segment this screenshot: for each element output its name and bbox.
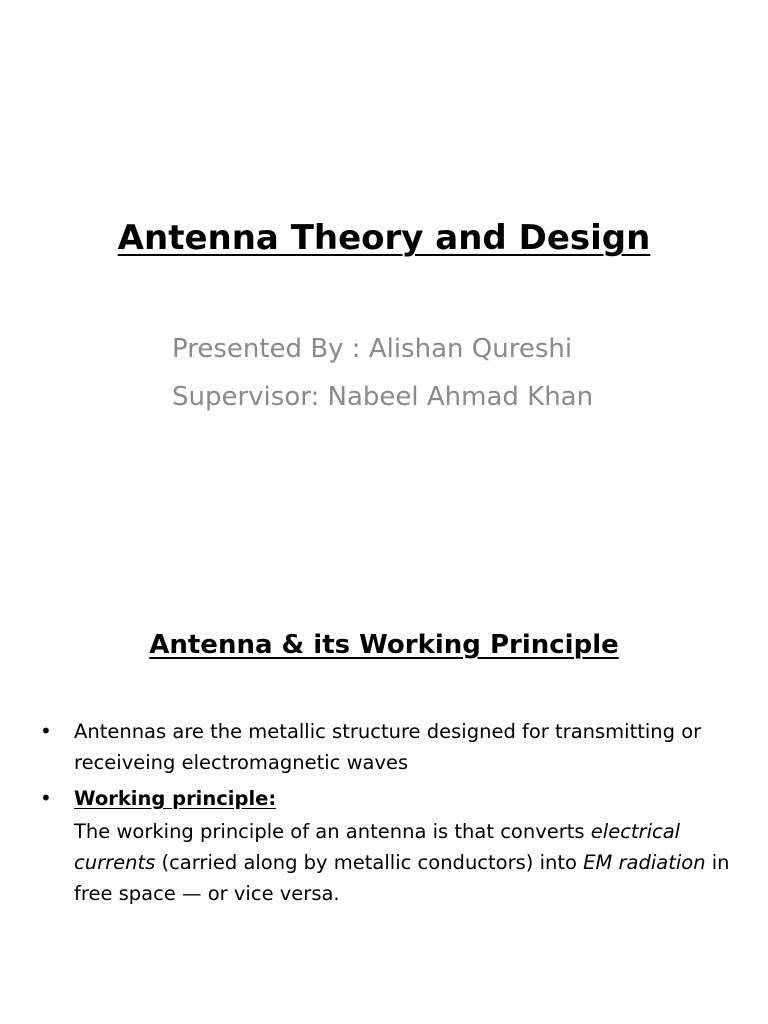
- paragraph-text: The working principle of an antenna is that converts: [74, 820, 591, 843]
- list-item: [40, 716, 740, 778]
- presenter-line: Presented By : Alishan Qureshi: [172, 334, 573, 364]
- bullet-icon: •: [40, 719, 52, 743]
- bullet-text: Antennas are the metallic structure designed for transmitting or receiveing electromagnetic waves: [74, 720, 702, 774]
- paragraph-emphasis: electrical currents: [74, 820, 681, 874]
- slide-heading: Antenna & its Working Principle: [149, 630, 619, 660]
- content-slide: [0, 512, 768, 1024]
- list-item: [40, 783, 740, 814]
- supervisor-line: Supervisor: Nabeel Ahmad Khan: [172, 382, 594, 412]
- paragraph-emphasis: EM radiation: [583, 851, 706, 874]
- bullet-icon: •: [40, 786, 52, 810]
- bullet-list: [40, 716, 740, 909]
- paragraph-text: in free space — or vice versa.: [74, 851, 730, 905]
- presentation-title: Antenna Theory and Design: [117, 218, 651, 258]
- working-principle-paragraph: [74, 816, 740, 909]
- paragraph-text: (carried along by metallic conductors) into: [155, 851, 584, 874]
- working-principle-heading: Working principle:: [74, 787, 277, 810]
